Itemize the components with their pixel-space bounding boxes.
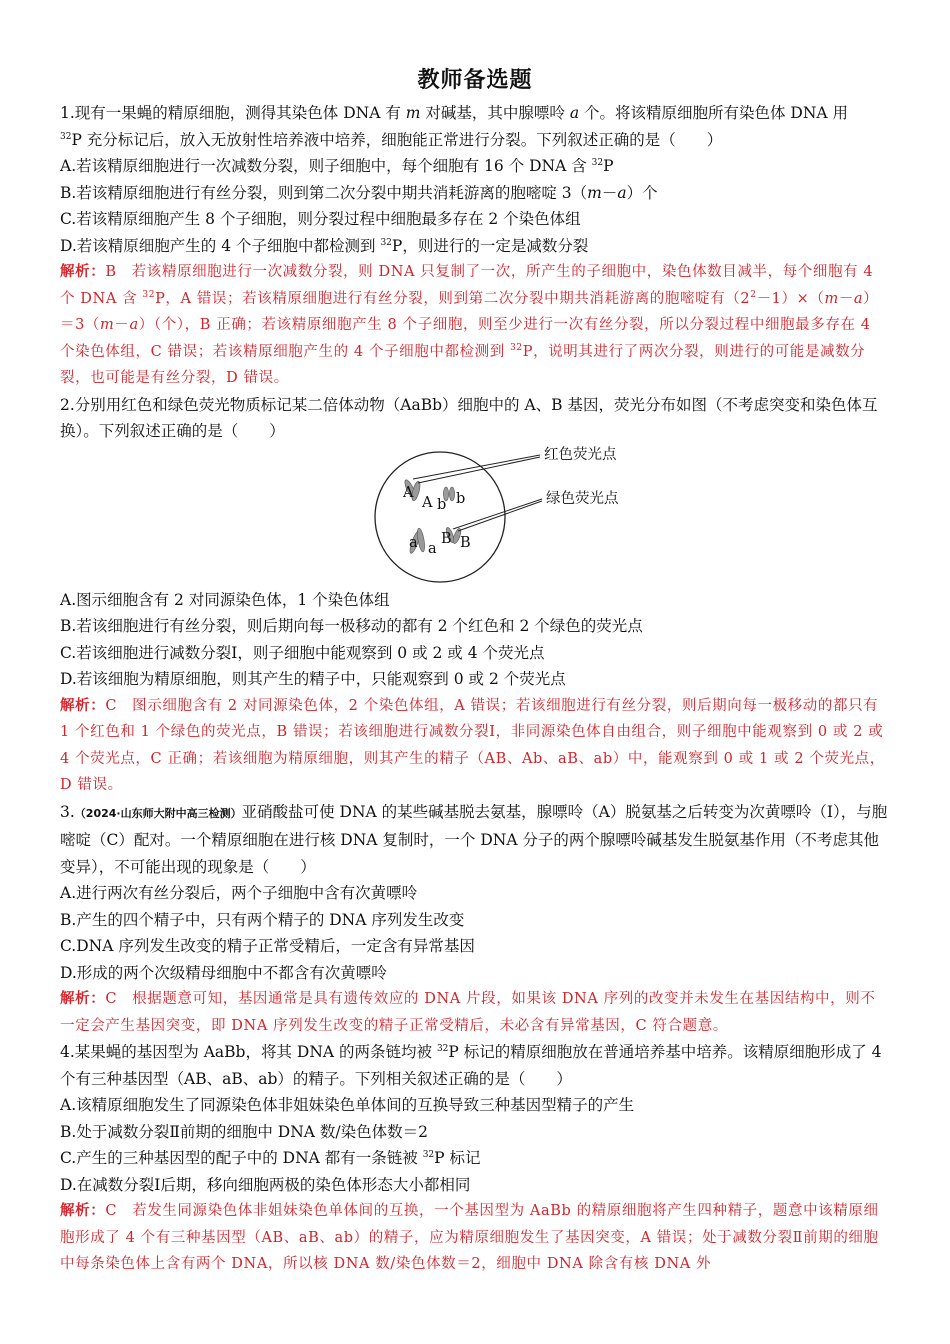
superscript: 32 xyxy=(436,1043,449,1054)
leader-line-red-2 xyxy=(418,457,540,483)
superscript: 2 xyxy=(750,289,757,300)
text-run: ）（个），B 正确；若该精原细胞产生 8 个子细胞，则至少进行一次有丝分裂，所以分裂过程中细胞最多存在 4 个染色体组，C 错误；若该精原细胞产生的 4 个子细胞中都检测到 xyxy=(60,317,871,360)
gene-label-b: b xyxy=(437,496,447,513)
question-1-option-d xyxy=(60,233,890,260)
text-run: 若该精原细胞进行一次减数分裂，则 DNA 只复制了一次，所产生的子细胞中，染色体数目减半，每个细胞有 4 个 DNA 含 xyxy=(60,264,874,307)
answer-key: C xyxy=(105,991,118,1007)
text-run: P 充分标记后，放入无放射性培养液中培养，细胞能正常进行分裂。下列叙述正确的是（ ） xyxy=(71,130,723,149)
var-m: m xyxy=(587,183,602,202)
text-run: P 标记的精原细胞放在普通培养基中培养。该精原细胞形成了 4 个有三种基因型（AB、aB、ab）的精子。下列相关叙述正确的是（ ） xyxy=(60,1043,882,1088)
text-run: P 标记 xyxy=(434,1149,481,1167)
label-red-fluorescent-spot: 红色荧光点 xyxy=(544,446,617,463)
label-green-fluorescent-spot: 绿色荧光点 xyxy=(546,490,619,507)
question-1-option-a xyxy=(60,153,890,180)
cell-fluorescence-figure xyxy=(60,447,890,585)
question-2-option-a: A.图示细胞含有 2 对同源染色体，1 个染色体组 xyxy=(60,590,390,609)
text-run: B.若该精原细胞进行有丝分裂，则到第二次分裂中期共消耗游离的胞嘧啶 3（ xyxy=(60,183,588,202)
var-m: m xyxy=(100,317,115,333)
text-run: ）个 xyxy=(626,183,658,202)
page-title: 教师备选题 xyxy=(417,68,533,93)
cell-membrane xyxy=(375,452,505,582)
var-a: a xyxy=(569,104,580,122)
text-run: － xyxy=(601,183,618,202)
text-run: A.若该精原细胞进行一次减数分裂，则子细胞中，每个细胞有 16 个 DNA 含 xyxy=(60,157,592,175)
leader-line-red-1 xyxy=(413,455,540,479)
gene-label-B: B xyxy=(460,534,471,551)
question-3-option-d: D.形成的两个次级精母细胞中不都含有次黄嘌呤 xyxy=(60,963,387,982)
question-1-stem xyxy=(60,100,890,153)
superscript: 32 xyxy=(510,342,523,353)
question-3-stem xyxy=(60,799,890,881)
superscript: 32 xyxy=(142,289,156,300)
question-3-option-b: B.产生的四个精子中，只有两个精子的 DNA 序列发生改变 xyxy=(60,910,465,929)
question-4-option-a: A.该精原细胞发生了同源染色体非姐妹染色单体间的互换导致三种基因型精子的产生 xyxy=(60,1096,635,1114)
gene-label-A: A xyxy=(422,494,433,511)
text-run: 个。将该精原细胞所有染色体 DNA 用 xyxy=(579,104,849,122)
answer-key: B xyxy=(105,264,117,280)
analysis-label: 解析： xyxy=(60,264,106,280)
question-2-option-b: B.若该细胞进行有丝分裂，则后期向每一极移动的都有 2 个红色和 2 个绿色的荧光点 xyxy=(60,617,643,635)
var-a: a xyxy=(853,290,864,307)
text-run: P xyxy=(603,157,614,175)
text-run: 1.现有一果蝇的精原细胞，测得其染色体 DNA 有 xyxy=(60,104,406,122)
analysis-label: 解析： xyxy=(60,1203,106,1219)
text-run: 根据题意可知，基因通常是具有遗传效应的 DNA 片段，如果该 DNA 序列的改变并未发生在基因结构中，则不一定会产生基因突变，即 DNA 序列发生改变的精子正常受精后，未必含有异常基因，C 符合题意。 xyxy=(60,991,876,1034)
text-run: 对碱基，其中腺嘌呤 xyxy=(420,104,570,122)
text-run: － xyxy=(838,290,854,307)
question-1-analysis xyxy=(60,259,890,392)
question-source: （2024·山东师大附中高三检测） xyxy=(74,806,242,820)
question-number: 3. xyxy=(60,802,75,821)
superscript: 32 xyxy=(380,237,392,248)
question-3-analysis xyxy=(60,986,890,1039)
answer-key: C xyxy=(105,697,118,714)
leader-line-green-1 xyxy=(453,499,542,529)
question-3-option-a: A.进行两次有丝分裂后，两个子细胞中含有次黄嘌呤 xyxy=(60,884,418,902)
question-2-analysis xyxy=(60,693,890,799)
text-run: 若发生同源染色体非姐妹染色单体间的互换，一个基因型为 AaBb 的精原细胞将产生四种精子，题意中该精原细胞形成了 4 个有三种基因型（AB、aB、ab）的精子，应为精原细胞发生了基因突变，A 错误；处于减数分裂Ⅱ前期的细胞中每条染色体上含有两个 DNA，所以核 DNA 数/染色体数＝2，细胞中 DNA 除含有核 DNA 外 xyxy=(60,1203,879,1272)
question-4-stem xyxy=(60,1039,890,1092)
text-run: 图示细胞含有 2 对同源染色体，2 个染色体组，A 错误；若该细胞进行有丝分裂，则后期向每一极移动的都只有 1 个红色和 1 个绿色的荧光点，B 错误；若该细胞进行减数分裂Ⅰ，非同源染色体自由组合，则子细胞中能观察到 0 或 2 或 4 个荧光点，C 正确；若该细胞为精原细胞，则其产生的精子（AB、Ab、aB、ab）中，能观察到 0 或 1 或 2 个荧光点，D 错误。 xyxy=(60,697,885,793)
gene-label-a: a xyxy=(428,540,437,557)
text-run: 4.某果蝇的基因型为 AaBb，将其 DNA 的两条链均被 xyxy=(60,1043,437,1061)
question-4-option-b: B.处于减数分裂Ⅱ前期的细胞中 DNA 数/染色体数＝2 xyxy=(60,1122,428,1141)
text-run: C.产生的三种基因型的配子中的 DNA 都有一条链被 xyxy=(60,1149,423,1167)
text-run: P，说明其进行了两次分裂，则进行的可能是减数分裂，也可能是有丝分裂，D 错误。 xyxy=(60,343,866,386)
text-run: －1）×（ xyxy=(756,290,825,307)
text-run: P，A 错误；若该精原细胞进行有丝分裂，则到第二次分裂中期共消耗游离的胞嘧啶有（2 xyxy=(155,290,751,307)
var-a: a xyxy=(129,317,139,333)
leader-line-green-2 xyxy=(458,501,542,531)
text-run: ）＝3（ xyxy=(60,290,879,333)
document-page xyxy=(60,66,890,1278)
text-run: － xyxy=(114,317,130,333)
question-2-option-c: C.若该细胞进行减数分裂Ⅰ，则子细胞中能观察到 0 或 2 或 4 个荧光点 xyxy=(60,643,545,662)
answer-key: C xyxy=(105,1203,118,1219)
question-2-option-d: D.若该细胞为精原细胞，则其产生的精子中，只能观察到 0 或 2 个荧光点 xyxy=(60,670,566,688)
text-run: P，则进行的一定是减数分裂 xyxy=(391,236,589,255)
superscript: 32 xyxy=(422,1149,435,1160)
gene-label-b: b xyxy=(456,490,466,507)
superscript: 32 xyxy=(591,157,604,168)
question-4-analysis xyxy=(60,1198,890,1278)
text-run: 亚硝酸盐可使 DNA 的某些碱基脱去氨基，腺嘌呤（A）脱氨基之后转变为次黄嘌呤（I），与胞嘧啶（C）配对。一个精原细胞在进行核 DNA 复制时，一个 DNA 分子的两个腺嘌呤碱基发生脱氨基作用（不考虑其他变异），不可能出现的现象是（ ） xyxy=(60,802,888,876)
question-4-option-c xyxy=(60,1145,890,1172)
var-m: m xyxy=(405,104,421,122)
cell-diagram xyxy=(360,447,690,585)
superscript: 32 xyxy=(60,131,72,142)
analysis-label: 解析： xyxy=(60,991,106,1007)
text-run: D.若该精原细胞产生的 4 个子细胞中都检测到 xyxy=(60,236,381,255)
question-1-option-b xyxy=(60,180,890,207)
gene-label-A: A xyxy=(403,484,414,501)
analysis-label: 解析： xyxy=(60,697,106,714)
question-3-option-c: C.DNA 序列发生改变的精子正常受精后，一定含有异常基因 xyxy=(60,937,475,955)
var-a: a xyxy=(617,183,627,202)
gene-label-a: a xyxy=(409,534,418,551)
question-2-stem: 2.分别用红色和绿色荧光物质标记某二倍体动物（AaBb）细胞中的 A、B 基因，荧光分布如图（不考虑突变和染色体互换）。下列叙述正确的是（ ） xyxy=(60,395,878,440)
gene-label-B: B xyxy=(441,530,452,547)
var-m: m xyxy=(824,290,839,307)
question-1-option-c: C.若该精原细胞产生 8 个子细胞，则分裂过程中细胞最多存在 2 个染色体组 xyxy=(60,210,581,228)
question-4-option-d: D.在减数分裂Ⅰ后期，移向细胞两极的染色体形态大小都相同 xyxy=(60,1175,471,1194)
